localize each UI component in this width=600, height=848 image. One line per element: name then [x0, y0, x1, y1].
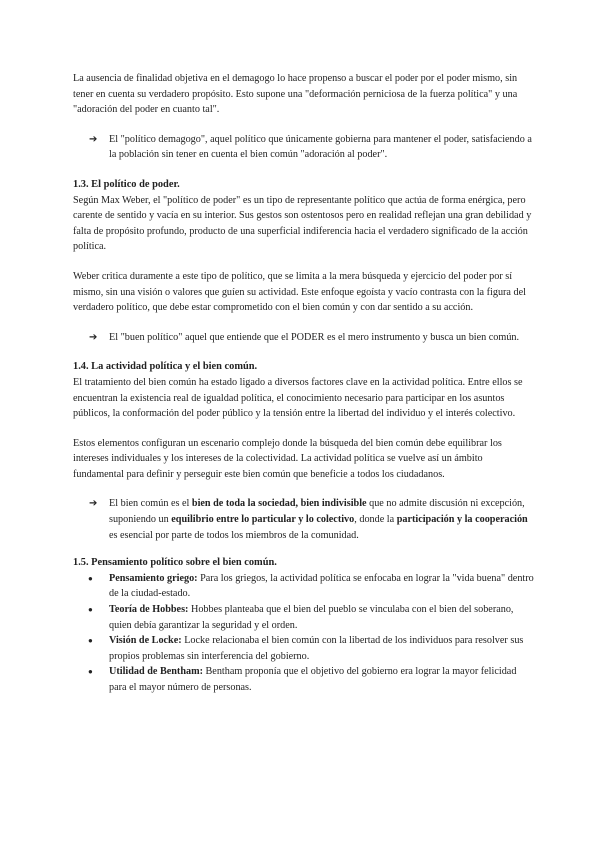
list-item-term: Teoría de Hobbes:: [109, 604, 189, 616]
list-item-term: Pensamiento griego:: [109, 572, 198, 584]
arrow-icon: ➔: [89, 331, 98, 343]
section-heading-1-3: 1.3. El político de poder.: [73, 178, 180, 190]
bullet-icon: ●: [88, 636, 93, 646]
paragraph-weber: Según Max Weber, el "político de poder" es un tipo de representante político que actúa de forma enérgica, pero carente de sentido y vacía en su interior. Sus gestos son ostentosos pero en realidad reflejan una gran debilidad y falta de propósito profundo, producto de una superficial indiferencia hacia el verdadero significado de la acción política.: [73, 194, 532, 253]
paragraph-weber-critica: Weber critica duramente a este tipo de político, que se limita a la mera búsqueda y ejercicio del poder por sí mismo, sin una visión o valores que guíen su actividad. Este enfoque egoísta y vacío contrasta con la figura del verdadero político, que debe estar comprometido con el bien común y con dar sentido a su acción.: [73, 270, 526, 314]
section-heading-1-4: 1.4. La actividad política y el bien común.: [73, 361, 258, 373]
arrow-item-text: El "político demagogo", aquel político que únicamente gobierna para mantener el poder, satisfaciendo a la población sin tener en cuenta el bien común "adoración al poder".: [109, 133, 532, 161]
arrow-item-text: [109, 496, 534, 543]
bold-run: participación y la cooperación: [396, 514, 528, 526]
list-item: [88, 602, 534, 633]
arrow-item-bien-comun: [89, 496, 534, 543]
list-item-text: Hobbes planteaba que el bien del pueblo se vinculaba con el bien del soberano, quien debía garantizar la seguridad y el orden.: [109, 604, 514, 631]
bold-run: equilibrio entre lo particular y lo colectivo: [171, 514, 355, 526]
bullet-list: [73, 571, 534, 696]
list-item: [88, 571, 534, 602]
section-heading-1-5: 1.5. Pensamiento político sobre el bien común.: [73, 557, 277, 569]
arrow-icon: ➔: [89, 498, 98, 510]
list-item-text: Para los griegos, la actividad política se enfocaba en lograr la "vida buena" dentro de la ciudad-estado.: [109, 572, 534, 600]
text-run: El bien común es el: [109, 498, 192, 510]
paragraph-bien-comun: El tratamiento del bien común ha estado ligado a diversos factores clave en la actividad política. Entre ellos se encuentran la existencia real de igualdad política, el conocimiento necesario para participar en los asuntos públicos, la conformación del poder público y la tensión entre la libertad del individuo y el interés colectivo.: [73, 376, 523, 420]
intro-paragraph: La ausencia de finalidad objetiva en el demagogo lo hace propenso a buscar el poder por el poder mismo, sin tener en cuenta su verdadero propósito. Esto supone una "deformación perniciosa de la fuerza política" y una "adoración del poder en cuanto tal".: [73, 73, 518, 116]
bullet-icon: ●: [88, 573, 93, 583]
paragraph-escenario: Estos elementos configuran un escenario complejo donde la búsqueda del bien común debe equilibrar los intereses individuales y los intereses de la colectividad. La actividad política se vuelve así un ámbito fundamental para definir y perseguir este bien común que beneficie a todos los ciudadanos.: [73, 437, 502, 480]
arrow-item-text: El "buen político" aquel que entiende que el PODER es el mero instrumento y busca un bien común.: [109, 331, 520, 343]
list-item-text: Locke relacionaba el bien común con la libertad de los individuos para resolver sus propios problemas sin interferencia del gobierno.: [109, 635, 524, 662]
list-item-term: Utilidad de Bentham:: [109, 666, 203, 678]
text-run: es esencial por parte de todos los miembros de la comunidad.: [109, 529, 359, 541]
text-run: que no admite discusión ni excepción, suponiendo un: [109, 498, 525, 526]
bullet-icon: ●: [88, 605, 93, 615]
list-item: [88, 664, 534, 695]
list-item: [88, 633, 534, 664]
text-run: , donde la: [354, 514, 397, 526]
arrow-item-demagogo: [89, 132, 534, 163]
bold-run: bien de toda la sociedad, bien indivisible: [191, 498, 367, 510]
list-item-text: Bentham proponía que el objetivo del gobierno era lograr la mayor felicidad para el mayor número de personas.: [109, 666, 517, 693]
arrow-item-buen-politico: [89, 330, 534, 346]
list-item-term: Visión de Locke:: [109, 635, 182, 647]
bullet-icon: ●: [88, 667, 93, 677]
arrow-icon: ➔: [89, 133, 98, 145]
